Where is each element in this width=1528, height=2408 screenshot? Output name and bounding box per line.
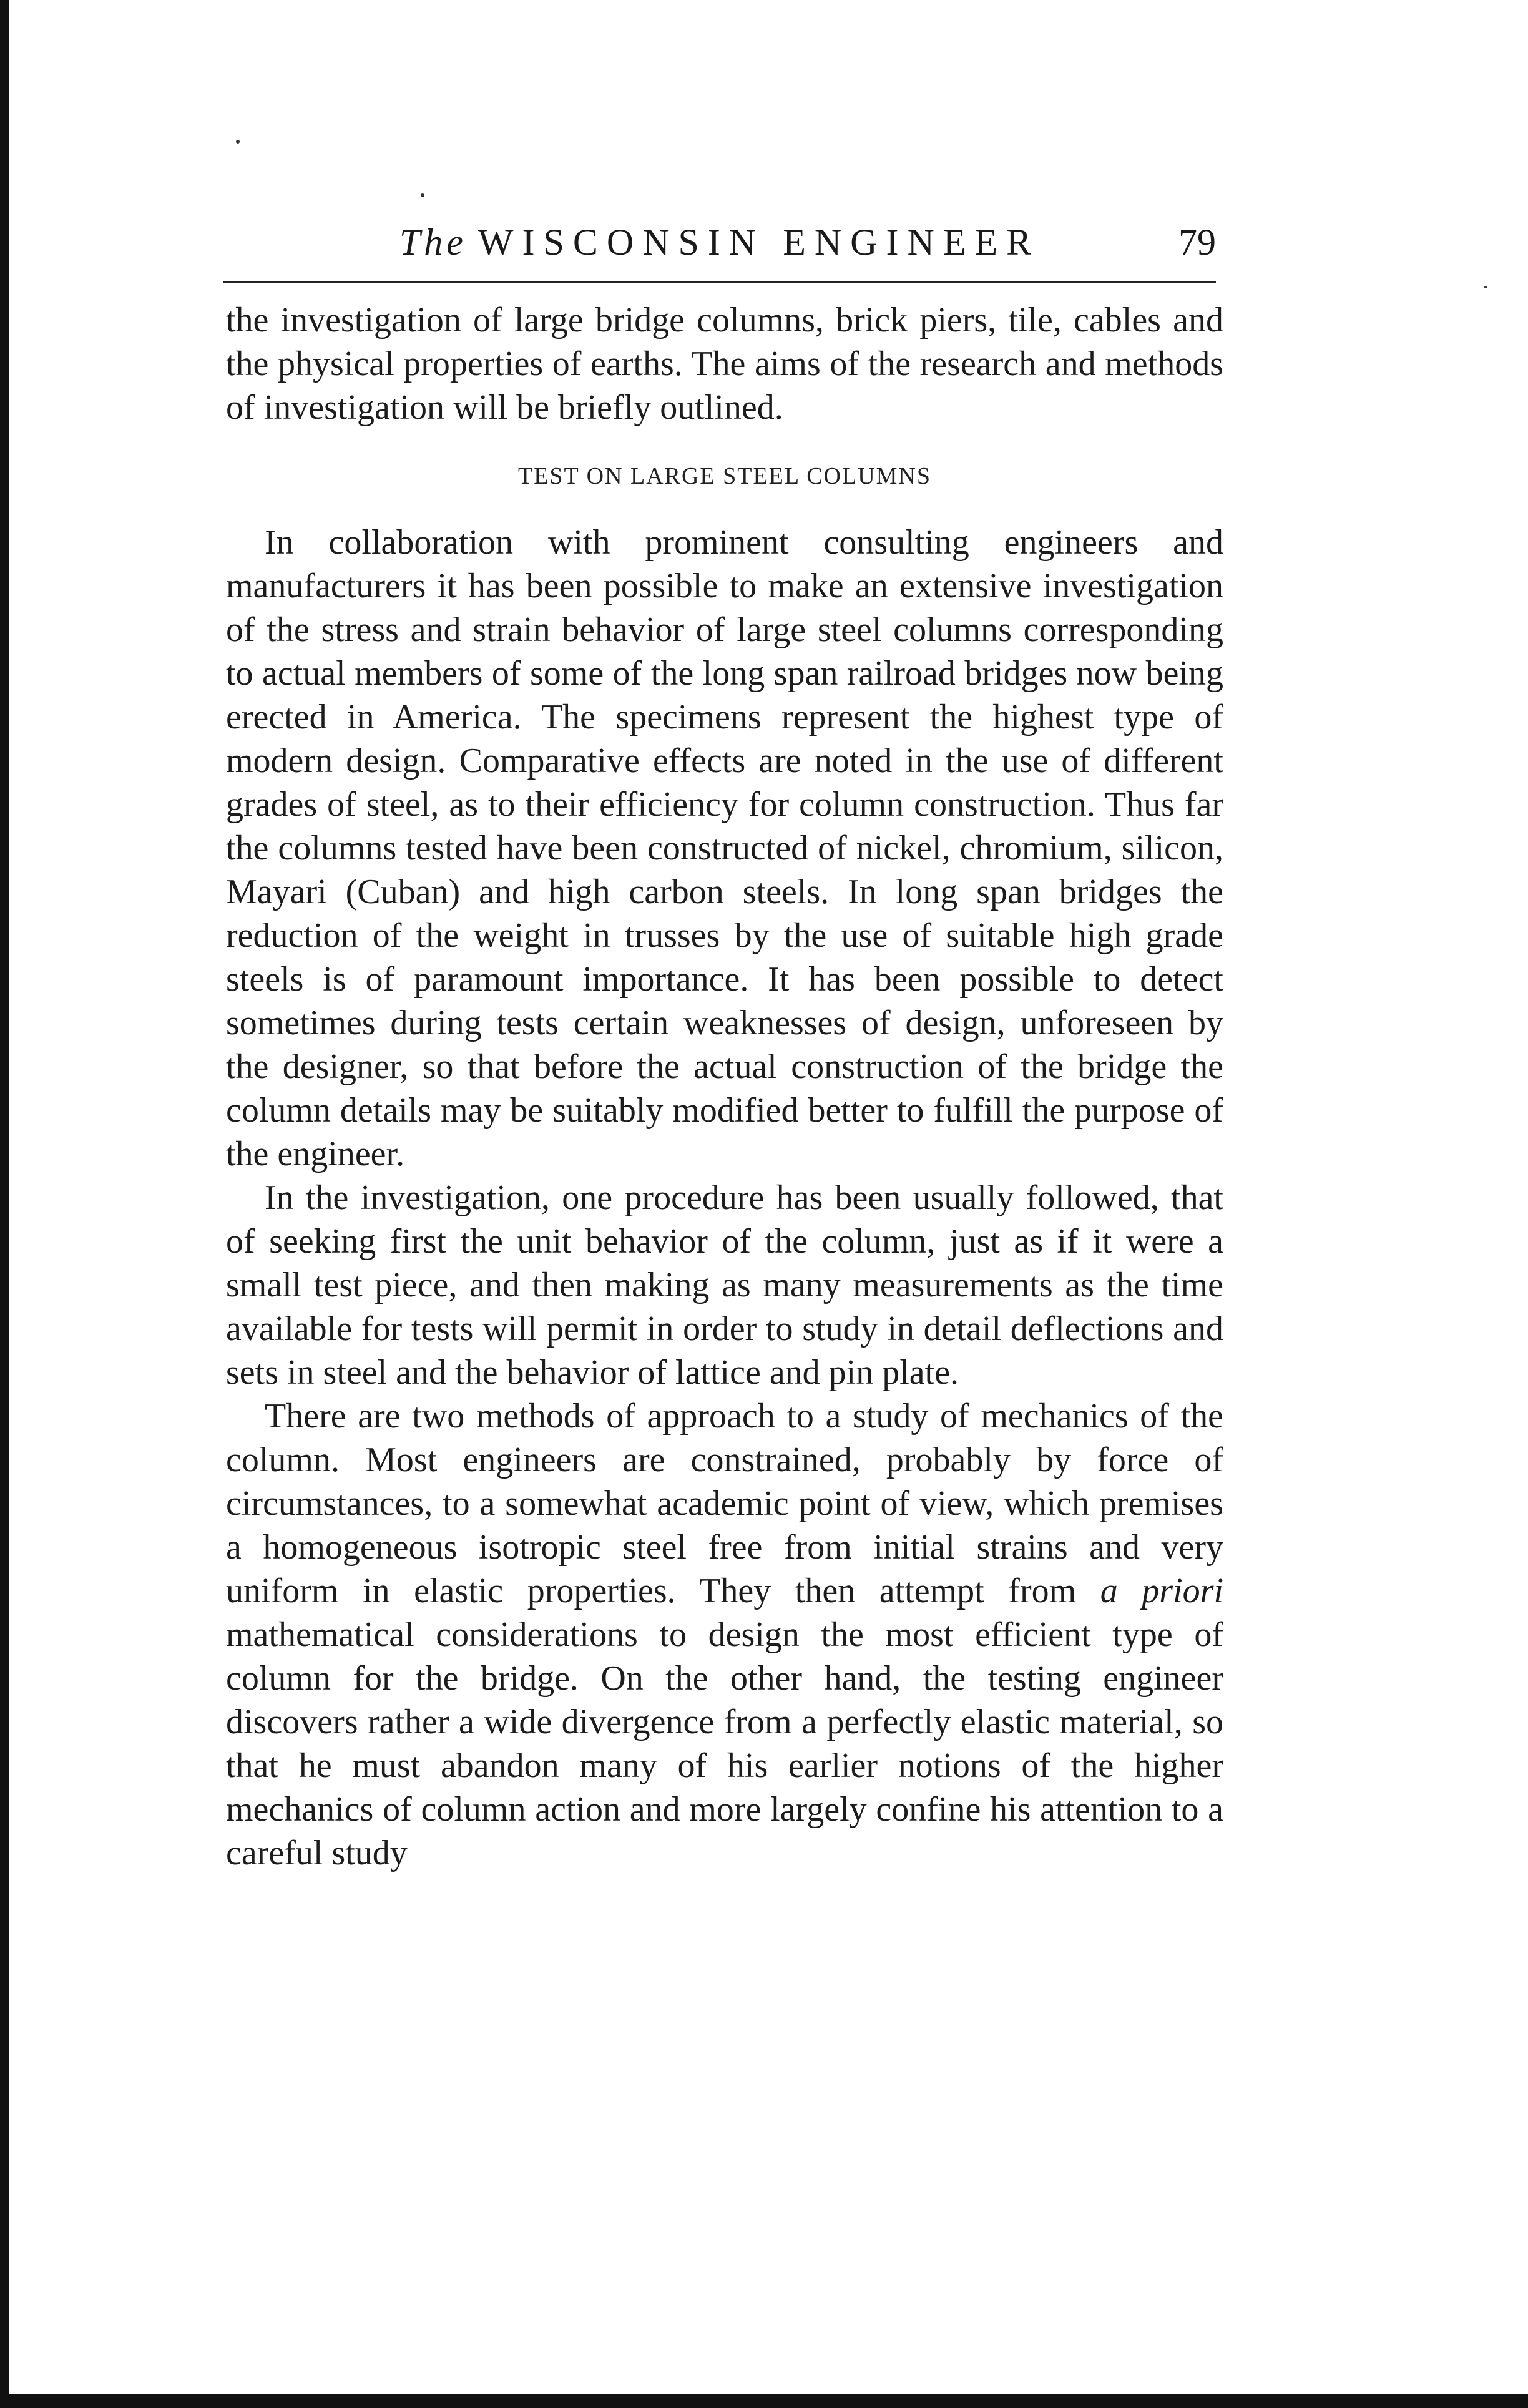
header-rule (223, 281, 1216, 283)
paragraph-text: mathematical considerations to design the most efficient type of column for the bridge. On the other hand, the testing engineer discovers rather a wide divergence from a perfectly elastic material, so that he must abandon many of his earlier notions of the higher mechanics of column action and more largely confine his attention to a careful study (226, 1615, 1223, 1872)
scan-speck (1484, 286, 1487, 288)
scan-speck (236, 140, 240, 144)
page-number: 79 (1178, 222, 1216, 263)
article-body (226, 298, 1223, 1875)
journal-title-the: The (399, 222, 467, 263)
body-paragraph (226, 1394, 1223, 1875)
italic-phrase: a priori (1100, 1572, 1224, 1610)
running-header (223, 217, 1216, 267)
journal-title (223, 221, 1216, 264)
paragraph-text: There are two methods of approach to a study of mechanics of the column. Most engineers are constrained, probably by force of circumstances, to a somewhat academic point of view, which premises a homogeneous isotropic steel free from initial strains and very uniform in elastic properties. They then attempt from (226, 1397, 1223, 1610)
body-paragraph: In the investigation, one procedure has been usually followed, that of seeking first the unit behavior of the column, just as if it were a small test piece, and then making as many measurements as the time available for tests will permit in order to study in detail deflections and sets in steel and the behavior of lattice and pin plate. (226, 1178, 1223, 1392)
journal-title-name: WISCONSIN ENGINEER (478, 222, 1041, 263)
intro-paragraph: the investigation of large bridge columns, brick piers, tile, cables and the physical properties of earths. The aims of the research and methods of investigation will be briefly outlined. (226, 301, 1223, 427)
body-paragraph: In collaboration with prominent consulting engineers and manufacturers it has been possible to make an extensive investigation of the stress and strain behavior of large steel columns corresponding to actual members of some of the long span railroad bridges now being erected in America. The specimens represent the highest type of modern design. Comparative effects are noted in the use of different grades of steel, as to their efficiency for column construction. Thus far the columns tested have been constructed of nickel, chromium, silicon, Mayari (Cuban) and high carbon steels. In long span bridges the reduction of the weight in trusses by the use of suitable high grade steels is of paramount importance. It has been possible to detect sometimes during tests certain weaknesses of design, unforeseen by the designer, so that before the actual construction of the bridge the column details may be suitably modified better to fulfill the purpose of the engineer. (226, 523, 1223, 1173)
section-heading: TEST ON LARGE STEEL COLUMNS (518, 463, 931, 489)
scan-speck (421, 193, 424, 197)
